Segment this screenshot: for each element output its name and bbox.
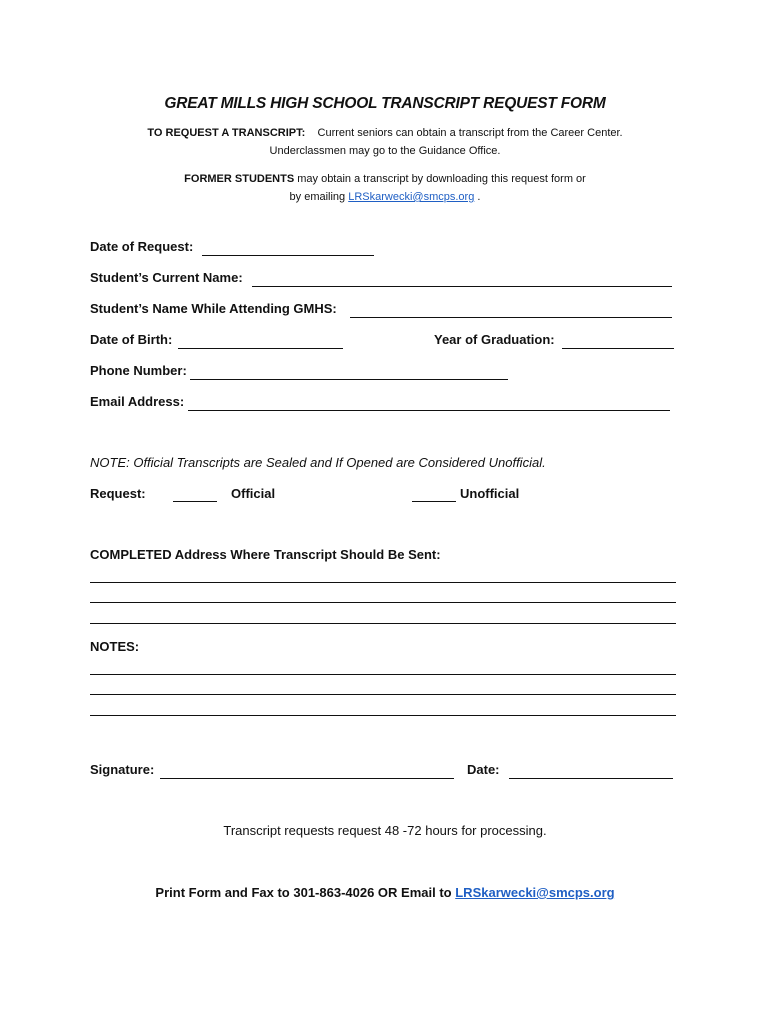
date-of-birth-label: Date of Birth: [90,332,173,347]
date-of-birth-line[interactable] [178,348,343,349]
notes-label: NOTES: [90,639,140,654]
request-text-2: Underclassmen may go to the Guidance Office. [269,145,501,157]
date-line[interactable] [509,778,673,779]
notes-line-3[interactable] [90,715,676,716]
email-address-label: Email Address: [90,394,185,409]
name-attending-line[interactable] [350,317,672,318]
unofficial-option: Unofficial [460,486,520,501]
name-attending-label: Student’s Name While Attending GMHS: [90,301,337,316]
address-line-2[interactable] [90,602,676,603]
request-text: Current seniors can obtain a transcript from the Career Center. [317,127,623,139]
official-note: NOTE: Official Transcripts are Sealed and If Opened are Considered Unofficial. [90,455,546,470]
request-label: TO REQUEST A TRANSCRIPT: [147,127,306,139]
former-label: FORMER STUDENTS [184,173,295,185]
address-line-3[interactable] [90,623,676,624]
date-of-request-line[interactable] [202,255,374,256]
notes-line-1[interactable] [90,674,676,675]
current-name-line[interactable] [252,286,672,287]
footer-text: Print Form and Fax to 301-863-4026 OR Email to [155,885,452,900]
intro-email-line [0,188,770,206]
address-line-1[interactable] [90,582,676,583]
official-option: Official [231,486,276,501]
year-of-graduation-line[interactable] [562,348,674,349]
processing-text: Transcript requests request 48 -72 hours for processing. [223,823,547,838]
unofficial-checkbox-line[interactable] [412,501,456,502]
intro-former-line [0,170,770,188]
intro-email-link[interactable]: LRSkarwecki@smcps.org [348,191,475,203]
former-text: may obtain a transcript by downloading this request form or [297,173,586,185]
signature-label: Signature: [90,762,155,777]
address-label: COMPLETED Address Where Transcript Should Be Sent: [90,547,441,562]
date-label: Date: [467,762,500,777]
date-of-request-label: Date of Request: [90,239,194,254]
current-name-label: Student’s Current Name: [90,270,243,285]
official-checkbox-line[interactable] [173,501,217,502]
former-end: . [477,191,481,203]
notes-line-2[interactable] [90,694,676,695]
former-text-2: by emailing [289,191,346,203]
signature-line[interactable] [160,778,454,779]
year-of-graduation-label: Year of Graduation: [434,332,555,347]
request-label-field: Request: [90,486,146,501]
intro-request-line [0,124,770,142]
footer-line [0,885,770,900]
email-address-line[interactable] [188,410,670,411]
page-title: GREAT MILLS HIGH SCHOOL TRANSCRIPT REQUEST FORM [164,95,606,112]
phone-number-label: Phone Number: [90,363,187,378]
intro-underclassmen-line [0,142,770,160]
footer-email-link[interactable]: LRSkarwecki@smcps.org [455,885,615,900]
phone-number-line[interactable] [190,379,508,380]
